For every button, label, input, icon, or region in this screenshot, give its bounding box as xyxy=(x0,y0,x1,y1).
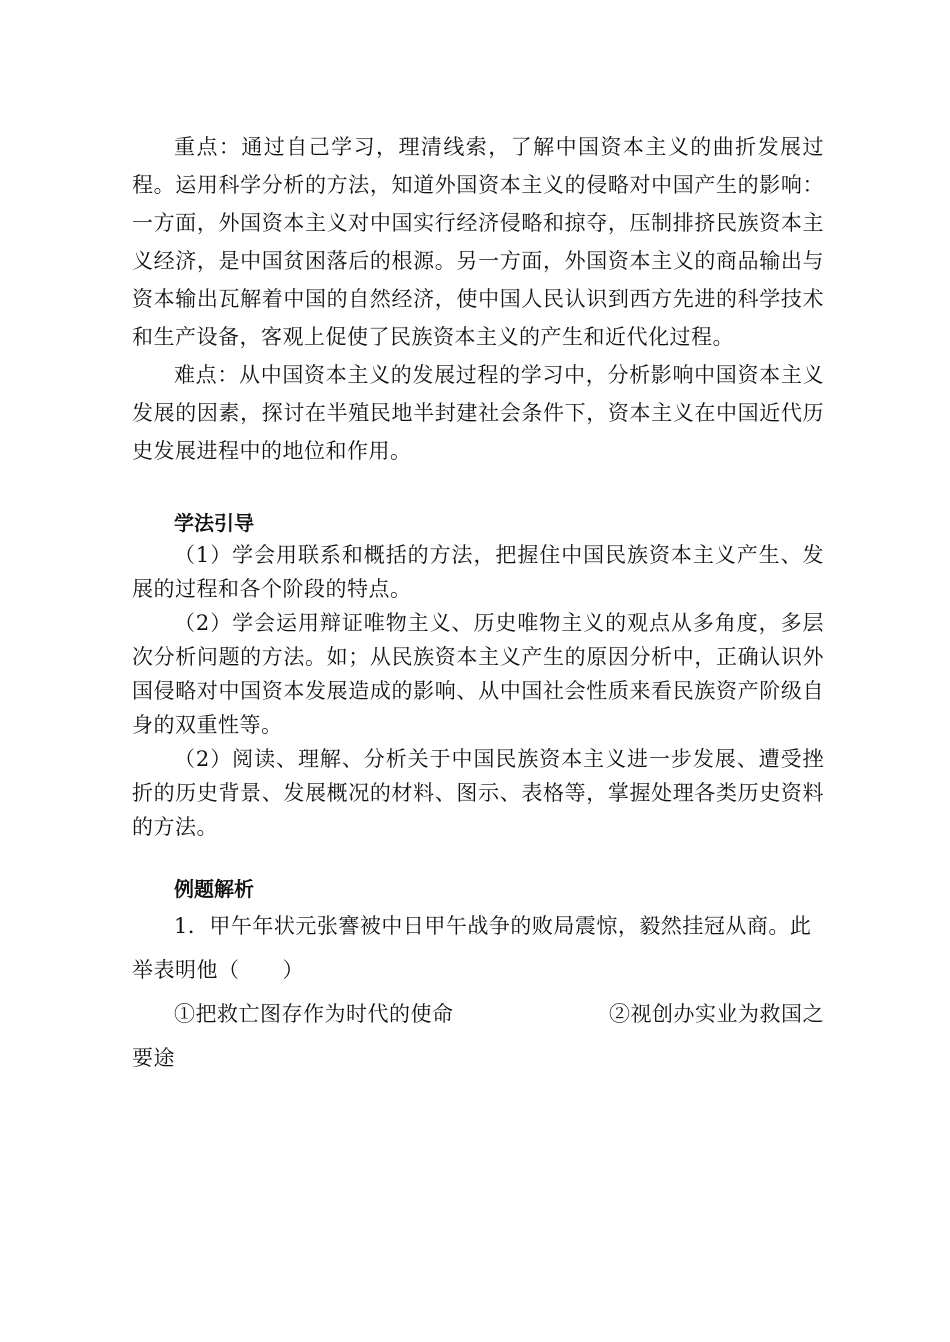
example-question-line-1: 1．甲午年状元张謇被中日甲午战争的败局震惊，毅然挂冠从商。此 xyxy=(174,914,812,938)
example-heading: 例题解析 xyxy=(174,877,254,901)
study-method-item-2: （2）学会运用辩证唯物主义、历史唯物主义的观点从多角度，多层次分析问题的方法。如；从民族资本主义产生的原因分析中，正确认识外国侵略对中国资本发展造成的影响、从中国社会性质来看民族资产阶级自身的双重性等。 xyxy=(132,611,824,737)
document-page xyxy=(132,128,824,1080)
example-question-line-2: 举表明他（ ） xyxy=(132,958,304,982)
study-method-item-3: （2）阅读、理解、分析关于中国民族资本主义进一步发展、遭受挫折的历史背景、发展概况的材料、图示、表格等，掌握处理各类历史资料的方法。 xyxy=(132,747,824,839)
difficult-points-paragraph: 难点：从中国资本主义的发展过程的学习中，分析影响中国资本主义发展的因素，探讨在半殖民地半封建社会条件下，资本主义在中国近代历史发展进程中的地位和作用。 xyxy=(132,363,824,463)
option-2: ②视创办实业为救国之 xyxy=(609,1002,824,1026)
example-options-row xyxy=(132,992,824,1036)
option-2-continuation: 要途 xyxy=(132,1046,175,1070)
study-method-item-1: （1）学会用联系和概括的方法，把握住中国民族资本主义产生、发展的过程和各个阶段的特点。 xyxy=(132,543,824,601)
key-points-paragraph: 重点：通过自己学习，理清线索，了解中国资本主义的曲折发展过程。运用科学分析的方法，知道外国资本主义的侵略对中国产生的影响：一方面，外国资本主义对中国实行经济侵略和掠夺，压制排挤民族资本主义经济，是中国贫困落后的根源。另一方面，外国资本主义的商品输出与资本输出瓦解着中国的自然经济，使中国人民认识到西方先进的科学技术和生产设备，客观上促使了民族资本主义的产生和近代化过程。 xyxy=(132,135,824,349)
study-method-heading: 学法引导 xyxy=(174,511,254,535)
option-1: ①把救亡图存作为时代的使命 xyxy=(174,1002,454,1026)
